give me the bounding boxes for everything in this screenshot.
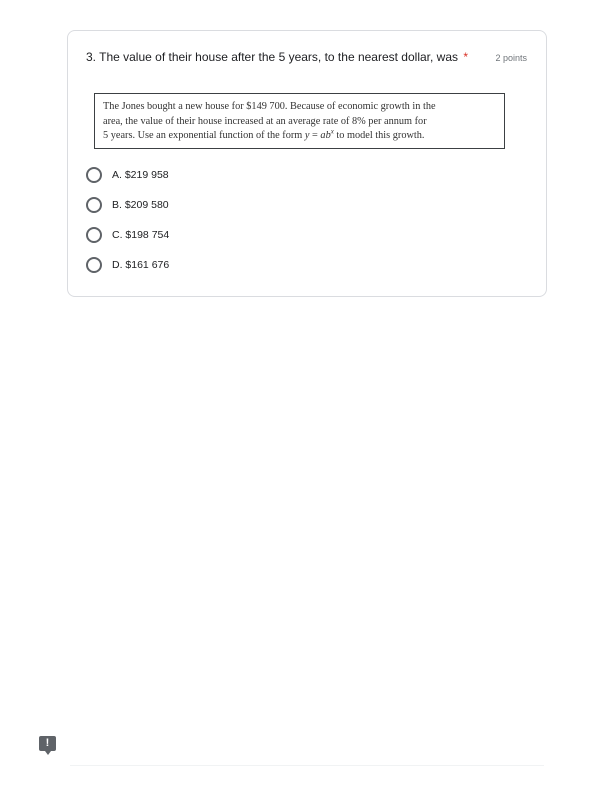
option-b[interactable] xyxy=(86,195,169,215)
formula-y: y xyxy=(304,130,310,142)
option-b-label: B. $209 580 xyxy=(112,199,169,211)
radio-button-d[interactable] xyxy=(86,257,102,273)
points-label: 2 points xyxy=(495,53,527,63)
radio-button-c[interactable] xyxy=(86,227,102,243)
report-issue-glyph: ! xyxy=(45,737,50,749)
footer-divider xyxy=(70,765,544,766)
passage-line-3-prefix: 5 years. Use an exponential function of the form xyxy=(103,130,305,142)
passage-line-3-suffix: to model this growth. xyxy=(333,130,425,142)
question-passage-image xyxy=(94,93,505,149)
option-d-label: D. $161 676 xyxy=(112,259,170,271)
report-issue-icon[interactable] xyxy=(39,736,56,751)
passage-line-1: The Jones bought a new house for $149 700. Because of economic growth in the xyxy=(103,101,436,112)
question-card xyxy=(67,30,547,297)
option-a-label: A. $219 958 xyxy=(112,169,169,181)
question-title xyxy=(86,50,468,64)
formula-ab: ab xyxy=(320,130,331,142)
radio-button-a[interactable] xyxy=(86,167,102,183)
formula-equals: = xyxy=(309,130,321,142)
option-d[interactable] xyxy=(86,255,169,275)
radio-button-b[interactable] xyxy=(86,197,102,213)
passage-line-2: area, the value of their house increased at an average rate of 8% per annum for xyxy=(103,115,427,127)
option-c[interactable] xyxy=(86,225,169,245)
formula-exponent: x xyxy=(330,127,334,136)
required-asterisk: * xyxy=(463,50,469,64)
option-c-label: C. $198 754 xyxy=(112,229,170,241)
option-a[interactable] xyxy=(86,165,169,185)
passage-line-3 xyxy=(103,129,495,144)
question-text: 3. The value of their house after the 5 years, to the nearest dollar, was xyxy=(86,50,458,64)
